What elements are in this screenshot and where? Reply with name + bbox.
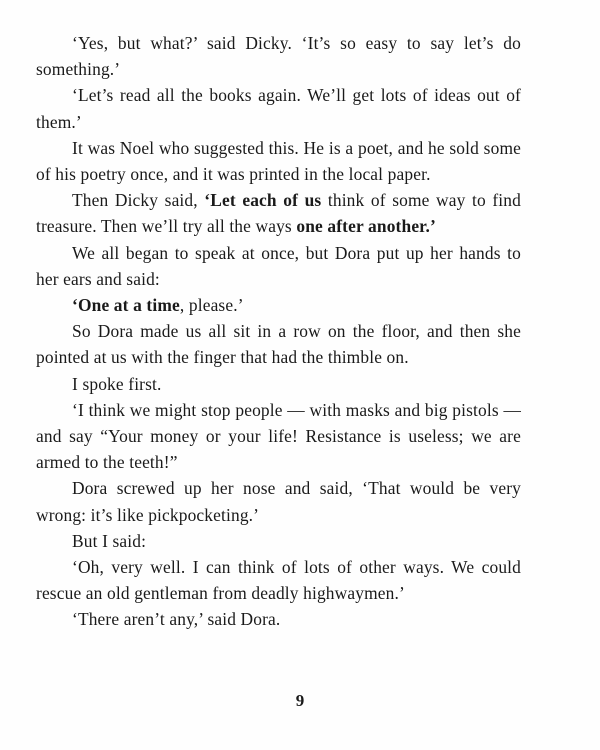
paragraph [36, 475, 521, 527]
paragraph [36, 240, 521, 292]
paragraph [36, 292, 521, 318]
bold-phrase: one after another.’ [296, 216, 436, 237]
text-run: We all began to speak at once, but Dora put up her hands to her ears and said: [36, 242, 521, 289]
paragraph [36, 397, 521, 476]
paragraph [36, 371, 521, 397]
text-run: Dora screwed up her nose and said, ‘That would be very wrong: it’s like pickpocketing.’ [36, 478, 521, 525]
text-run: Then Dicky said, [72, 190, 205, 211]
text-run: think of some way to find treasure. Then we’ll try all the ways [36, 190, 521, 237]
body-text [36, 30, 521, 633]
text-run: ‘Let’s read all the books again. We’ll get lots of ideas out of them.’ [36, 85, 521, 132]
text-run: ‘Yes, but what?’ said Dicky. ‘It’s so easy to say let’s do something.’ [36, 33, 521, 80]
paragraph [36, 135, 521, 187]
text-run: ‘Oh, very well. I can think of lots of other ways. We could rescue an old gentleman from deadly highwaymen.’ [36, 557, 521, 604]
paragraph [36, 528, 521, 554]
text-run: But I said: [72, 530, 147, 551]
paragraph [36, 187, 521, 239]
bold-phrase: ‘Let each of us [204, 190, 322, 211]
paragraph [36, 606, 521, 632]
text-run: ‘There aren’t any,’ said Dora. [72, 609, 281, 630]
text-run: I spoke first. [72, 373, 162, 394]
paragraph [36, 30, 521, 82]
text-run: , please.’ [179, 295, 244, 316]
paragraph [36, 318, 521, 370]
bold-phrase: ‘One at a time [72, 295, 180, 316]
text-run: So Dora made us all sit in a row on the floor, and then she pointed at us with the finger that had the thimble on. [36, 321, 521, 368]
page-number: 9 [295, 691, 305, 710]
text-run: ‘I think we might stop people — with masks and big pistols — and say “Your money or your life! Resistance is useless; we are armed to the teeth!” [36, 399, 521, 473]
text-run: It was Noel who suggested this. He is a poet, and he sold some of his poetry once, and it was printed in the local paper. [36, 137, 521, 185]
paragraph [36, 554, 521, 606]
paragraph [36, 82, 521, 134]
